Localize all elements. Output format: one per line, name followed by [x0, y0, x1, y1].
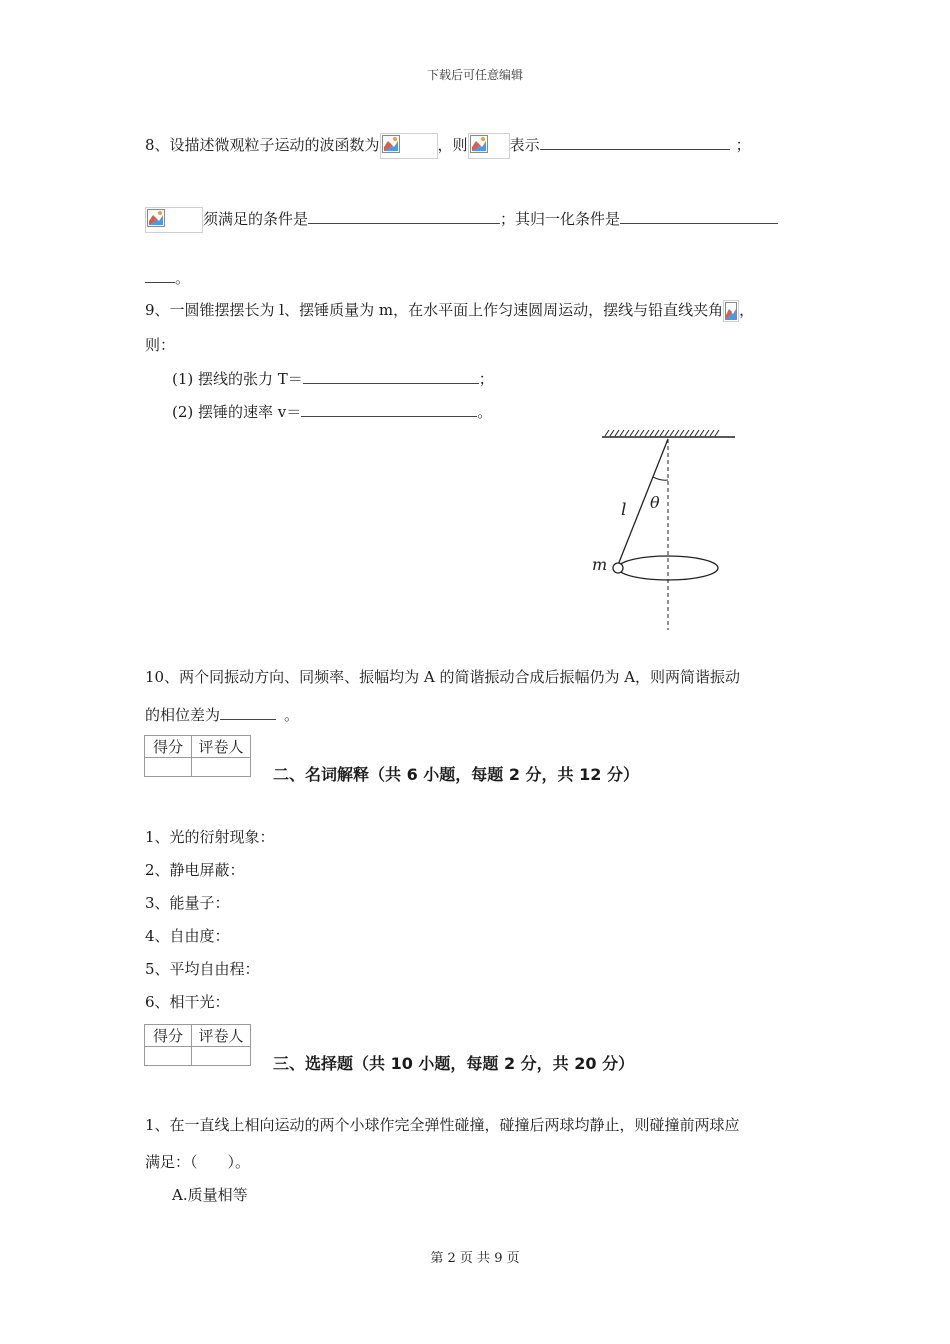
- q8-line1: [145, 133, 751, 159]
- answer-blank: [145, 267, 175, 283]
- answer-blank: [303, 368, 479, 384]
- broken-image-icon: [468, 133, 510, 159]
- answer-blank: [220, 704, 276, 720]
- grader-cell: [192, 1047, 251, 1066]
- q8-punct: ；: [735, 136, 751, 154]
- section2-item: 2、静电屏蔽：: [145, 861, 245, 879]
- q8-line3-end: 。: [175, 269, 191, 287]
- s3-q1-option-a: A.质量相等: [172, 1186, 248, 1204]
- answer-blank: [301, 401, 477, 417]
- page-footer: 第 2 页 共 9 页: [430, 1251, 520, 1266]
- q8-line2: [145, 207, 778, 233]
- q9-sub2-label: (2) 摆锤的速率 v＝: [172, 403, 302, 421]
- q8-text-b: ，则: [437, 136, 468, 154]
- q8-text-a: 8、设描述微观粒子运动的波函数为: [145, 136, 380, 154]
- label-m: m: [592, 555, 608, 574]
- q10-line2-text: 的相位差为: [145, 706, 221, 724]
- score-cell: [145, 758, 192, 777]
- section2-item: 3、能量子：: [145, 894, 230, 912]
- broken-image-icon: [723, 300, 739, 322]
- s3-q1-line2: 满足：（ ）。: [145, 1153, 251, 1171]
- score-label: 得分: [145, 736, 192, 758]
- broken-image-icon: [145, 207, 203, 233]
- section2-item: 4、自由度：: [145, 927, 230, 945]
- answer-blank: [540, 134, 730, 150]
- section2-item: 1、光的衍射现象：: [145, 828, 275, 846]
- q9-sub2: [172, 401, 492, 422]
- q8-line3: [145, 267, 190, 288]
- grader-label: 评卷人: [192, 736, 251, 758]
- ceiling-hatch: [605, 430, 719, 436]
- angle-arc: [653, 477, 668, 480]
- q9-line1: [145, 300, 754, 322]
- q10-line2-end: 。: [284, 706, 300, 724]
- q9-sub2-end: 。: [477, 403, 493, 421]
- page-header: 下载后可任意编辑: [426, 68, 523, 82]
- q9-text: 9、一圆锥摆摆长为 l、摆锤质量为 m，在水平面上作匀速圆周运动，摆线与铅直线夹角: [145, 301, 724, 319]
- q9-punct: ，: [739, 301, 755, 319]
- q8-line2-b: ；其归一化条件是: [500, 210, 621, 228]
- answer-blank: [620, 208, 778, 224]
- q9-line2: 则：: [145, 336, 176, 354]
- q9-sub1-label: (1) 摆线的张力 T＝: [172, 370, 303, 388]
- score-table: [144, 1024, 251, 1066]
- section2-item: 5、平均自由程：: [145, 960, 260, 978]
- q9-sub1: [172, 368, 494, 389]
- label-l: l: [621, 500, 627, 520]
- section3-title: 三、选择题（共 10 小题，每题 2 分，共 20 分）: [273, 1054, 635, 1073]
- grader-label: 评卷人: [192, 1025, 251, 1047]
- score-cell: [145, 1047, 192, 1066]
- pendulum-bob: [613, 563, 623, 573]
- q8-line2-a: 须满足的条件是: [203, 210, 309, 228]
- s3-q1-line1: 1、在一直线上相向运动的两个小球作完全弹性碰撞，碰撞后两球均静止，则碰撞前两球应: [145, 1116, 740, 1134]
- broken-image-icon: [380, 133, 438, 159]
- answer-blank: [308, 208, 500, 224]
- q10-line2: [145, 704, 299, 725]
- q10-line1: 10、两个同振动方向、同频率、振幅均为 A 的简谐振动合成后振幅仍为 A，则两简谐振动: [145, 668, 741, 686]
- section2-item: 6、相干光：: [145, 993, 230, 1011]
- q9-sub1-end: ；: [478, 370, 494, 388]
- grader-cell: [192, 758, 251, 777]
- conical-pendulum-figure: [585, 425, 745, 635]
- label-theta: θ: [650, 493, 660, 512]
- score-table: [144, 735, 251, 777]
- score-label: 得分: [145, 1025, 192, 1047]
- q8-text-c: 表示: [509, 136, 540, 154]
- section2-title: 二、名词解释（共 6 小题，每题 2 分，共 12 分）: [273, 765, 639, 784]
